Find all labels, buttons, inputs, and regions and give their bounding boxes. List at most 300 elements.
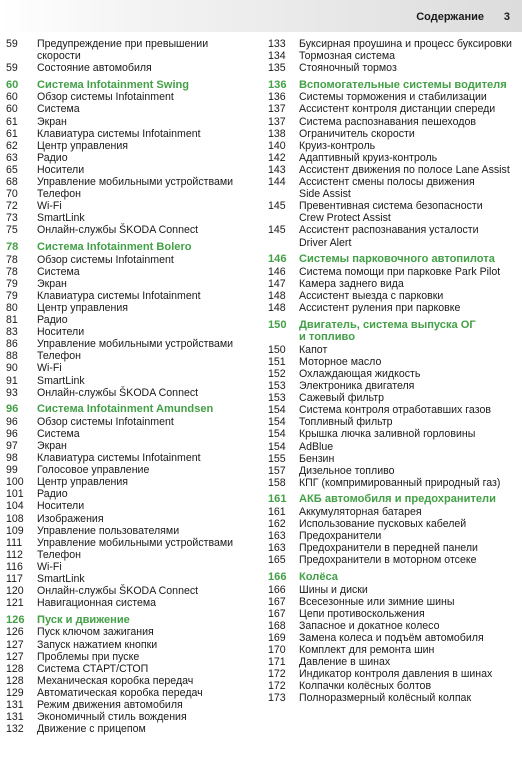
toc-entry-title: Капот (299, 343, 328, 356)
toc-entry-title: Центр управления (37, 476, 129, 489)
toc-entry[interactable] (6, 91, 256, 103)
toc-page-number: 116 (6, 560, 23, 573)
toc-page-number: 150 (268, 318, 287, 331)
toc-entry-title: Навигационная система (37, 597, 157, 610)
toc-entry-title: SmartLink (37, 212, 85, 225)
toc-entry[interactable] (268, 91, 518, 103)
toc-entry[interactable] (6, 103, 256, 115)
toc-entry-title: Ассистент смены полосы движения (299, 176, 475, 189)
toc-page-number: 167 (268, 595, 286, 608)
toc-entry[interactable] (6, 573, 256, 585)
toc-entry[interactable] (6, 362, 256, 374)
toc-entry-title: Wi-Fi (37, 200, 62, 213)
toc-entry[interactable] (6, 254, 256, 266)
toc-entry[interactable] (268, 596, 518, 608)
toc-entry-title: Системы торможения и стабилизации (299, 91, 487, 104)
toc-entry[interactable] (268, 644, 518, 656)
toc-page-number: 154 (268, 440, 286, 453)
toc-entry-title: Электроника двигателя (299, 380, 415, 393)
toc-entry-title: Ассистент выезда с парковки (299, 289, 444, 302)
page-header (0, 0, 522, 32)
toc-entry[interactable] (268, 302, 518, 314)
toc-entry-title: Полноразмерный колёсный колпак (299, 692, 472, 705)
toc-entry[interactable] (6, 38, 256, 50)
toc-page-number: 131 (6, 698, 24, 711)
toc-page-number: 146 (268, 253, 287, 266)
toc-page-number: 157 (268, 464, 286, 477)
toc-entry-title: Радио (37, 314, 68, 327)
toc-entry[interactable] (268, 140, 518, 152)
toc-page-number: 60 (6, 91, 18, 104)
toc-entry-title: Крышка лючка заливной горловины (299, 428, 476, 441)
toc-entry[interactable] (6, 585, 256, 597)
toc-entry[interactable] (6, 278, 256, 290)
toc-page-number: 112 (6, 548, 23, 561)
toc-page-number: 62 (6, 139, 18, 152)
toc-page-number: 111 (6, 536, 23, 549)
toc-entry-title: Обзор системы Infotainment (37, 253, 174, 266)
toc-page-number: 170 (268, 644, 286, 656)
toc-page-number: 171 (268, 656, 286, 669)
toc-entry-title: Давление в шинах (299, 656, 391, 669)
toc-entry-title: Бензин (299, 452, 335, 465)
toc-page-number: 154 (268, 428, 286, 441)
toc-page-number: 100 (6, 476, 24, 489)
toc-entry-title: Экономичный стиль вождения (37, 711, 187, 724)
toc-entry[interactable] (6, 549, 256, 561)
toc-entry[interactable] (6, 164, 256, 176)
toc-page-number: 154 (268, 416, 286, 429)
toc-entry[interactable] (6, 476, 256, 488)
toc-entry[interactable] (6, 140, 256, 152)
toc-entry[interactable] (6, 537, 256, 549)
toc-page-number: 135 (268, 62, 286, 75)
toc-entry[interactable] (268, 200, 518, 212)
toc-entry-title: АКБ автомобиля и предохранители (299, 493, 496, 506)
toc-page-number: 78 (6, 241, 19, 253)
toc-page-number: 143 (268, 163, 286, 176)
toc-entry[interactable] (6, 626, 256, 638)
toc-entry-title: Охлаждающая жидкость (299, 367, 421, 380)
toc-entry-title: Ассистент распознавания усталости (299, 224, 479, 237)
toc-entry[interactable] (268, 656, 518, 668)
toc-entry[interactable] (268, 103, 518, 115)
toc-page-number: 78 (6, 265, 18, 278)
toc-entry[interactable] (268, 278, 518, 290)
toc-page-number: 128 (6, 674, 24, 687)
toc-entry-title: Телефон (37, 548, 81, 561)
toc-section-heading[interactable] (268, 571, 518, 584)
toc-entry[interactable] (268, 128, 518, 140)
toc-entry-title: Система (37, 427, 80, 440)
toc-page-number: 162 (268, 518, 286, 531)
toc-entry-title: Тормозная система (299, 50, 396, 63)
toc-page-number: 126 (6, 626, 24, 639)
toc-entry[interactable] (6, 62, 256, 74)
toc-entry-title: Сажевый фильтр (299, 392, 384, 405)
toc-page-number: 96 (6, 415, 18, 428)
toc-entry[interactable] (6, 488, 256, 500)
toc-page-number: 97 (6, 440, 18, 452)
toc-entry-title: Колёса (299, 570, 338, 583)
toc-entry-title: Цепи противоскольжения (299, 607, 425, 620)
toc-page-number: 137 (268, 103, 286, 116)
toc-entry-title: Механическая коробка передач (37, 674, 194, 687)
toc-page-number: 145 (268, 224, 286, 237)
toc-page-number: 61 (6, 127, 18, 140)
toc-entry[interactable] (268, 392, 518, 404)
toc-entry[interactable] (268, 416, 518, 428)
toc-entry-title: Система помощи при парковке Park Pilot (299, 265, 501, 278)
toc-entry[interactable] (6, 152, 256, 164)
toc-entry-title: Автоматическая коробка передач (37, 686, 203, 699)
toc-entry-title: Клавиатура системы Infotainment (37, 289, 201, 302)
toc-entry-title: Голосовое управление (37, 464, 150, 477)
toc-entry[interactable] (268, 404, 518, 416)
toc-page-number: 98 (6, 452, 18, 465)
toc-entry-title: Предупреждение при превышении (37, 38, 209, 50)
toc-entry[interactable] (6, 675, 256, 687)
toc-entry-title: Система Infotainment Bolero (37, 241, 192, 253)
toc-entry[interactable] (268, 50, 518, 62)
toc-entry-title: Клавиатура системы Infotainment (37, 127, 201, 140)
toc-entry[interactable] (268, 188, 518, 200)
toc-page-number: 169 (268, 631, 286, 644)
toc-page-number: 117 (6, 573, 23, 586)
toc-entry[interactable] (6, 338, 256, 350)
toc-entry[interactable] (6, 525, 256, 537)
toc-entry[interactable] (6, 416, 256, 428)
toc-page-number: 108 (6, 512, 24, 525)
toc-entry[interactable] (6, 464, 256, 476)
toc-section-heading[interactable] (268, 493, 518, 506)
toc-entry[interactable] (268, 441, 518, 453)
toc-entry[interactable] (6, 350, 256, 362)
toc-page-number: 133 (268, 38, 286, 50)
toc-entry-title: SmartLink (37, 573, 85, 586)
toc-section-heading[interactable] (6, 241, 256, 254)
toc-entry[interactable] (268, 554, 518, 566)
toc-page-number: 167 (268, 607, 286, 620)
toc-entry[interactable] (6, 116, 256, 128)
toc-page-number: 79 (6, 289, 18, 302)
toc-page-number: 151 (268, 355, 286, 368)
toc-entry-title: Носители (37, 163, 85, 176)
toc-entry[interactable] (268, 164, 518, 176)
toc-entry[interactable] (268, 680, 518, 692)
toc-page-number (6, 50, 37, 62)
toc-entry[interactable] (6, 326, 256, 338)
toc-page-number: 65 (6, 163, 18, 176)
toc-entry[interactable] (6, 699, 256, 711)
toc-entry-title: Телефон (37, 350, 81, 363)
toc-entry[interactable] (268, 542, 518, 554)
toc-entry[interactable] (268, 380, 518, 392)
toc-entry-title: Буксирная проушина и процесс буксировки (299, 38, 512, 50)
toc-page-number: 75 (6, 224, 18, 237)
toc-entry[interactable] (268, 224, 518, 236)
toc-entry[interactable] (268, 584, 518, 596)
toc-entry[interactable] (268, 608, 518, 620)
toc-entry-title: Дизельное топливо (299, 464, 395, 477)
toc-entry[interactable] (6, 723, 256, 735)
toc-entry-title: Движение с прицепом (37, 723, 146, 736)
toc-entry[interactable] (6, 428, 256, 440)
toc-entry-title: Система (37, 103, 80, 116)
toc-page-number: 127 (6, 638, 24, 651)
toc-page-number: 148 (268, 301, 286, 314)
toc-entry-title: Превентивная система безопасности (299, 200, 483, 213)
toc-entry[interactable] (6, 50, 256, 62)
toc-page-number: 168 (268, 619, 286, 632)
toc-entry[interactable] (6, 302, 256, 314)
toc-page-number: 136 (268, 78, 287, 91)
toc-entry-title: Обзор системы Infotainment (37, 415, 174, 428)
toc-entry-title: Комплект для ремонта шин (299, 644, 435, 656)
toc-entry-title: SmartLink (37, 374, 85, 387)
toc-page-number: 127 (6, 650, 24, 663)
toc-page-number: 146 (268, 265, 286, 278)
toc-entry[interactable] (6, 176, 256, 188)
toc-page-number: 138 (268, 127, 286, 140)
toc-section-heading[interactable] (268, 79, 518, 92)
toc-entry-title: Центр управления (37, 139, 129, 152)
toc-entry-title: Телефон (37, 188, 81, 201)
toc-page-number: 152 (268, 367, 286, 380)
toc-entry-title: Адаптивный круиз-контроль (299, 151, 438, 164)
toc-entry-title: Driver Alert (299, 236, 352, 249)
toc-page-number: 150 (268, 343, 286, 356)
header-title: Содержание (416, 11, 484, 23)
toc-entry-title: Ассистент контроля дистанции спереди (299, 103, 496, 116)
toc-entry-title: Индикатор контроля давления в шинах (299, 668, 493, 681)
toc-entry-title: Система распознавания пешеходов (299, 115, 476, 128)
toc-entry-title: Экран (37, 440, 67, 452)
toc-entry-title: Управление мобильными устройствами (37, 176, 234, 189)
toc-page-number: 78 (6, 253, 18, 266)
toc-page-number: 101 (6, 488, 24, 501)
toc-entry[interactable] (268, 356, 518, 368)
toc-page-number: 165 (268, 554, 286, 567)
toc-entry-title: Аккумуляторная батарея (299, 505, 422, 518)
toc-section-heading[interactable] (6, 79, 256, 92)
toc-entry[interactable] (6, 651, 256, 663)
toc-entry[interactable] (268, 237, 518, 249)
toc-page-number: 72 (6, 200, 18, 213)
toc-page-number: 140 (268, 139, 286, 152)
toc-page-number: 60 (6, 103, 18, 116)
toc-entry-title: Wi-Fi (37, 362, 62, 375)
toc-page-number: 134 (268, 50, 286, 63)
toc-page-number: 121 (6, 597, 24, 610)
toc-entry[interactable] (6, 375, 256, 387)
toc-entry-title: Предохранители в моторном отсеке (299, 554, 477, 567)
toc-page-number: 126 (6, 613, 25, 626)
toc-entry-title: Системы парковочного автопилота (299, 253, 495, 266)
toc-page-number (268, 212, 299, 224)
toc-entry[interactable] (268, 116, 518, 128)
toc-page-number: 128 (6, 662, 24, 675)
toc-page-number (268, 188, 299, 200)
toc-section-heading[interactable] (6, 614, 256, 627)
toc-entry[interactable] (6, 500, 256, 512)
toc-entry[interactable] (6, 290, 256, 302)
toc-page-number: 172 (268, 680, 286, 693)
toc-entry-title: Экран (37, 115, 67, 128)
toc-entry-title: Управление пользователями (37, 524, 180, 537)
toc-page-number: 163 (268, 542, 286, 555)
toc-page-number: 91 (6, 374, 18, 387)
toc-entry[interactable] (268, 290, 518, 302)
toc-page-number: 70 (6, 188, 18, 201)
toc-page-number: 83 (6, 326, 18, 339)
toc-page-number: 155 (268, 452, 286, 465)
toc-entry[interactable] (6, 224, 256, 236)
toc-entry[interactable] (6, 212, 256, 224)
toc-entry[interactable] (268, 477, 518, 489)
toc-entry[interactable] (268, 428, 518, 440)
toc-page-number: 148 (268, 289, 286, 302)
toc-entry-title: Система контроля отработавших газов (299, 404, 491, 417)
toc-entry[interactable] (6, 513, 256, 525)
toc-page-number (268, 237, 299, 249)
toc-entry[interactable] (268, 506, 518, 518)
toc-page-number: 173 (268, 692, 286, 705)
toc-entry[interactable] (6, 687, 256, 699)
toc-entry[interactable] (268, 62, 518, 74)
toc-entry-title: Ограничитель скорости (299, 127, 415, 140)
toc-entry-title: Камера заднего вида (299, 277, 404, 290)
toc-entry-title: Crew Protect Assist (299, 212, 391, 225)
toc-entry-title: Колпачки колёсных болтов (299, 680, 432, 693)
toc-page-number: 161 (268, 505, 286, 518)
toc-page-number: 61 (6, 115, 18, 128)
toc-page-number: 158 (268, 476, 286, 489)
toc-entry-title: Моторное масло (299, 355, 382, 368)
toc-entry[interactable] (6, 711, 256, 723)
toc-entry-title: Управление мобильными устройствами (37, 338, 234, 351)
toc-entry[interactable] (268, 212, 518, 224)
toc-page-number: 172 (268, 668, 286, 681)
toc-entry-title: Пуск и движение (37, 613, 130, 626)
page-number: 3 (503, 11, 510, 23)
toc-entry[interactable] (268, 176, 518, 188)
toc-entry-title: скорости (37, 50, 81, 63)
toc-entry[interactable] (268, 38, 518, 50)
toc-entry-title: Управление мобильными устройствами (37, 536, 234, 549)
toc-entry-title: Вспомогательные системы водителя (299, 78, 507, 91)
toc-entry[interactable] (268, 266, 518, 278)
toc-entry-title: Система (37, 265, 80, 278)
toc-column-right (268, 38, 518, 704)
toc-page-number: 63 (6, 151, 18, 164)
toc-page-number: 154 (268, 404, 286, 417)
toc-page-number: 147 (268, 277, 286, 290)
toc-entry[interactable] (268, 668, 518, 680)
toc-page-number: 104 (6, 500, 24, 513)
toc-entry[interactable] (268, 344, 518, 356)
toc-column-left (6, 38, 256, 735)
toc-entry-title: Радио (37, 151, 68, 164)
toc-entry[interactable] (268, 152, 518, 164)
toc-entry[interactable] (268, 692, 518, 704)
toc-entry-title: Замена колеса и подъём автомобиля (299, 631, 484, 644)
toc-page-number: 86 (6, 338, 18, 351)
toc-entry-title: и топливо (299, 331, 355, 344)
toc-entry[interactable] (6, 440, 256, 452)
toc-entry[interactable] (6, 200, 256, 212)
toc-entry[interactable] (268, 368, 518, 380)
toc-entry[interactable] (268, 620, 518, 632)
toc-entry-title: Онлайн-службы ŠKODA Connect (37, 386, 199, 399)
toc-entry-title: Клавиатура системы Infotainment (37, 452, 201, 465)
toc-entry[interactable] (6, 387, 256, 399)
toc-entry[interactable] (6, 597, 256, 609)
toc-entry-title: Состояние автомобиля (37, 62, 152, 75)
toc-entry-title: Экран (37, 277, 67, 290)
toc-entry-title: Система СТАРТ/СТОП (37, 662, 149, 675)
toc-entry-title: Всесезонные или зимние шины (299, 595, 455, 608)
toc-entry-title: Носители (37, 500, 85, 513)
toc-entry[interactable] (6, 663, 256, 675)
toc-page-number: 163 (268, 530, 286, 543)
toc-entry[interactable] (268, 465, 518, 477)
toc-entry[interactable] (6, 639, 256, 651)
toc-entry-title: Side Assist (299, 188, 351, 201)
toc-entry-title: Онлайн-службы ŠKODA Connect (37, 224, 199, 237)
toc-entry-title: Стояночный тормоз (299, 62, 397, 75)
toc-entry[interactable] (6, 314, 256, 326)
toc-entry[interactable] (268, 530, 518, 542)
toc-page-number: 68 (6, 176, 18, 189)
toc-entry-title: Предохранители (299, 530, 382, 543)
toc-section-heading[interactable] (268, 331, 518, 344)
toc-entry[interactable] (6, 452, 256, 464)
toc-entry[interactable] (268, 632, 518, 644)
toc-entry[interactable] (268, 453, 518, 465)
toc-entry-title: Центр управления (37, 301, 129, 314)
toc-entry-title: Круиз-контроль (299, 139, 376, 152)
toc-entry-title: Онлайн-службы ŠKODA Connect (37, 585, 199, 598)
toc-entry[interactable] (6, 188, 256, 200)
toc-page-number: 96 (6, 427, 18, 440)
toc-entry-title: КПГ (компримированный природный газ) (299, 476, 501, 489)
toc-entry-title: AdBlue (299, 440, 334, 453)
toc-entry[interactable] (6, 561, 256, 573)
toc-page-number: 136 (268, 91, 286, 104)
toc-section-heading[interactable] (268, 253, 518, 266)
toc-entry-title: Проблемы при пуске (37, 650, 140, 663)
toc-page-number: 109 (6, 524, 24, 537)
toc-entry-title: Система Infotainment Swing (37, 78, 190, 91)
toc-page-number: 132 (6, 723, 24, 736)
toc-section-heading[interactable] (268, 319, 518, 332)
toc-page-number: 93 (6, 386, 18, 399)
toc-entry[interactable] (6, 128, 256, 140)
toc-entry-title: Использование пусковых кабелей (299, 518, 467, 531)
toc-entry-title: Wi-Fi (37, 560, 62, 573)
toc-page-number: 80 (6, 301, 18, 314)
toc-page-number: 60 (6, 78, 19, 91)
toc-entry-title: Ассистент руления при парковке (299, 301, 461, 314)
toc-entry[interactable] (268, 518, 518, 530)
toc-page-number: 153 (268, 392, 286, 405)
toc-page-number: 99 (6, 464, 18, 477)
toc-entry-title: Система Infotainment Amundsen (37, 403, 214, 416)
toc-section-heading[interactable] (6, 403, 256, 416)
toc-entry[interactable] (6, 266, 256, 278)
toc-page-number: 79 (6, 277, 18, 290)
